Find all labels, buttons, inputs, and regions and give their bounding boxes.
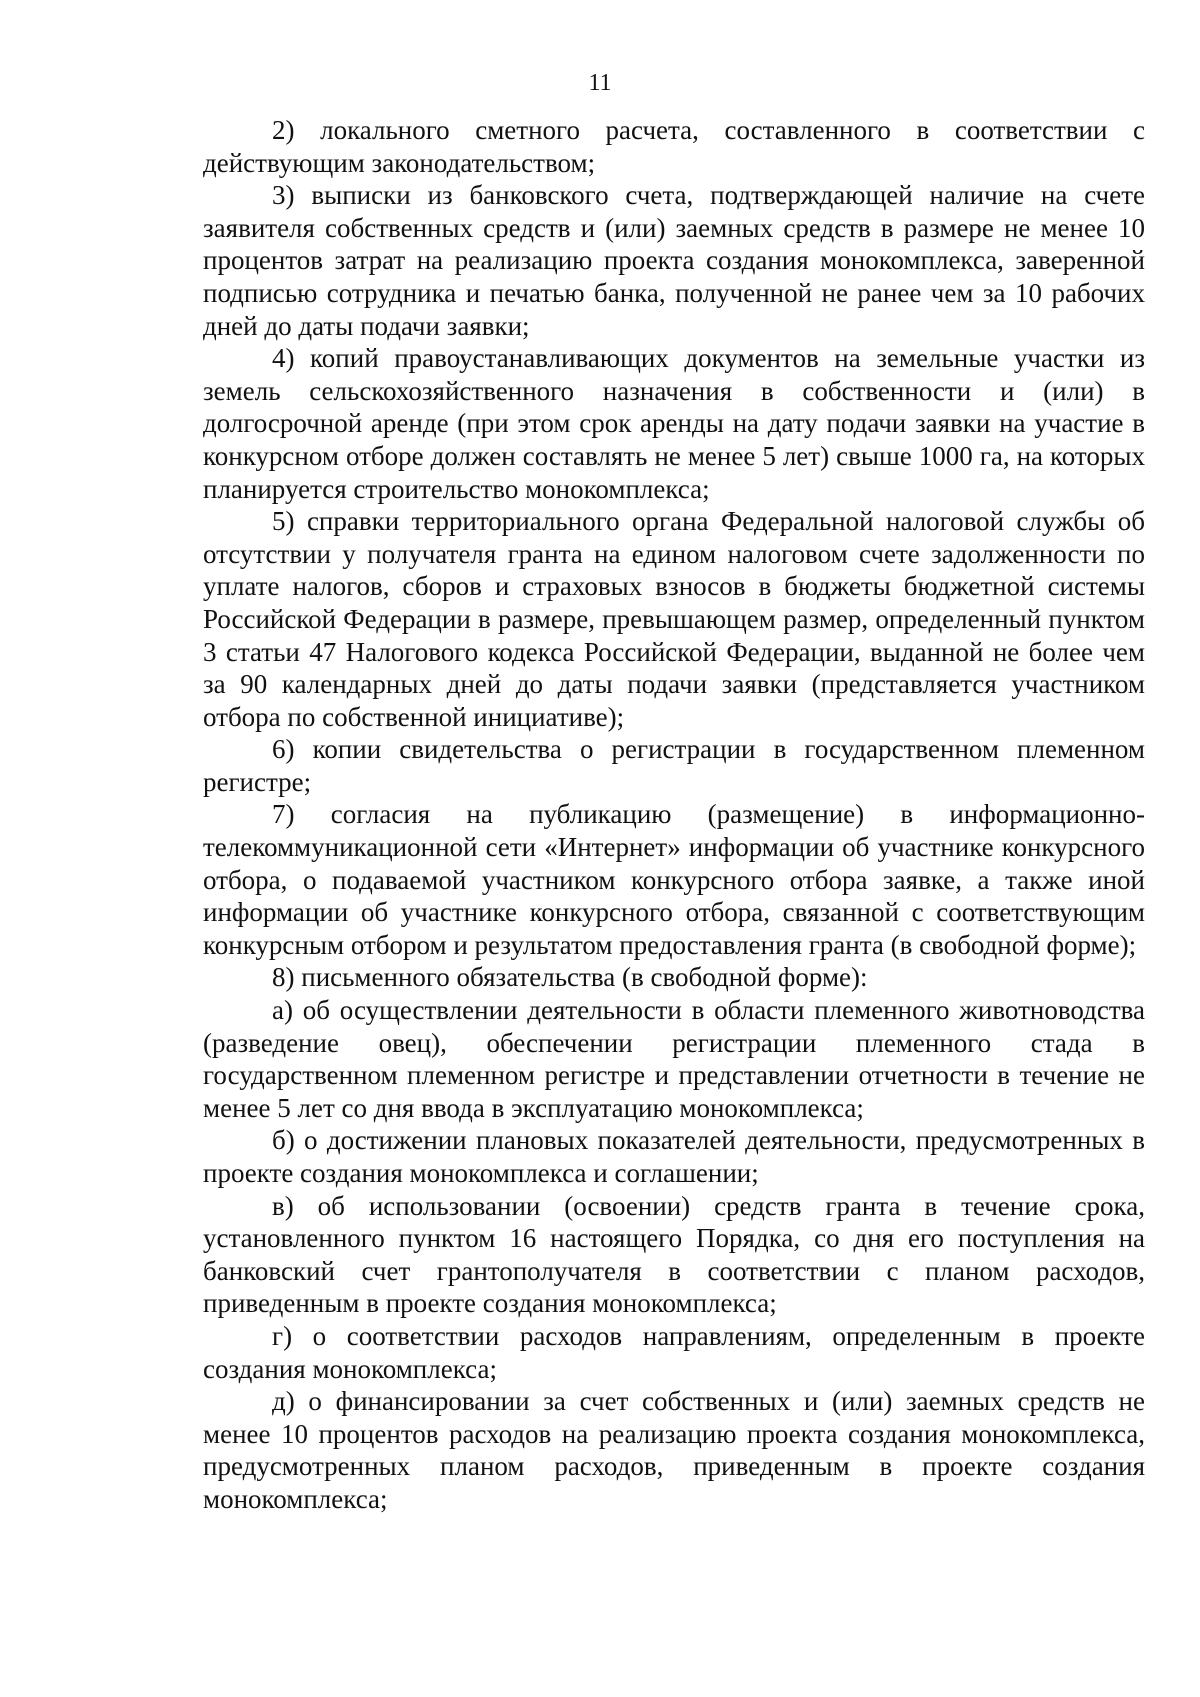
paragraph-item-6: 6) копии свидетельства о регистрации в государственном племенном регистре; [203, 734, 1145, 797]
paragraph-item-4: 4) копий правоустанавливающих документов на земельные участки из земель сельскохозяйственного назначения в собственности и (или) в долгосрочной аренде (при этом срок аренды на дату подачи заявки на участие в конкурсном отборе должен составлять не менее 5 лет) свыше 1000 га, на которых планируется строительство монокомплекса; [203, 343, 1145, 504]
paragraph-subitem-a: а) об осуществлении деятельности в области племенного животноводства (разведение овец), обеспечении регистрации племенного стада в государственном племенном регистре и представлении отчетности в течение не менее 5 лет со дня ввода в эксплуатацию монокомплекса; [203, 995, 1145, 1123]
paragraph-item-2: 2) локального сметного расчета, составленного в соответствии с действующим законодательством; [203, 115, 1145, 178]
paragraph-item-7: 7) согласия на публикацию (размещение) в информационно-телекоммуникационной сети «Интернет» информации об участнике конкурсного отбора, о подаваемой участником конкурсного отбора заявке, а также иной информации об участнике конкурсного отбора, связанной с соответствующим конкурсным отбором и результатом предоставления гранта (в свободной форме); [203, 799, 1145, 960]
paragraph-subitem-v: в) об использовании (освоении) средств гранта в течение срока, установленного пунктом 16 настоящего Порядка, со дня его поступления на банковский счет грантополучателя в соответствии с планом расходов, приведенным в проекте создания монокомплекса; [203, 1190, 1145, 1319]
paragraph-subitem-d: д) о финансировании за счет собственных и (или) заемных средств не менее 10 процентов расходов на реализацию проекта создания монокомплекса, предусмотренных планом расходов, приведенным в проекте создания монокомплекса; [203, 1386, 1145, 1514]
document-body [203, 114, 1145, 1516]
page-number: 11 [588, 70, 612, 96]
paragraph-subitem-b: б) о достижении плановых показателей деятельности, предусмотренных в проекте создания монокомплекса и соглашении; [203, 1125, 1145, 1188]
paragraph-subitem-g: г) о соответствии расходов направлениям, определенным в проекте создания монокомплекса; [203, 1320, 1145, 1384]
paragraph-item-8: 8) письменного обязательства (в свободной форме): [272, 962, 868, 993]
paragraph-item-3: 3) выписки из банковского счета, подтверждающей наличие на счете заявителя собственных средств и (или) заемных средств в размере не менее 10 процентов затрат на реализацию проекта создания монокомплекса, заверенной подписью сотрудника и печатью банка, полученной не ранее чем за 10 рабочих дней до даты подачи заявки; [203, 180, 1145, 341]
paragraph-item-5: 5) справки территориального органа Федеральной налоговой службы об отсутствии у получателя гранта на едином налоговом счете задолженности по уплате налогов, сборов и страховых взносов в бюджеты бюджетной системы Российской Федерации в размере, превышающем размер, определенный пунктом 3 статьи 47 Налогового кодекса Российской Федерации, выданной не более чем за 90 календарных дней до даты подачи заявки (представляется участником отбора по собственной инициативе); [203, 506, 1145, 732]
